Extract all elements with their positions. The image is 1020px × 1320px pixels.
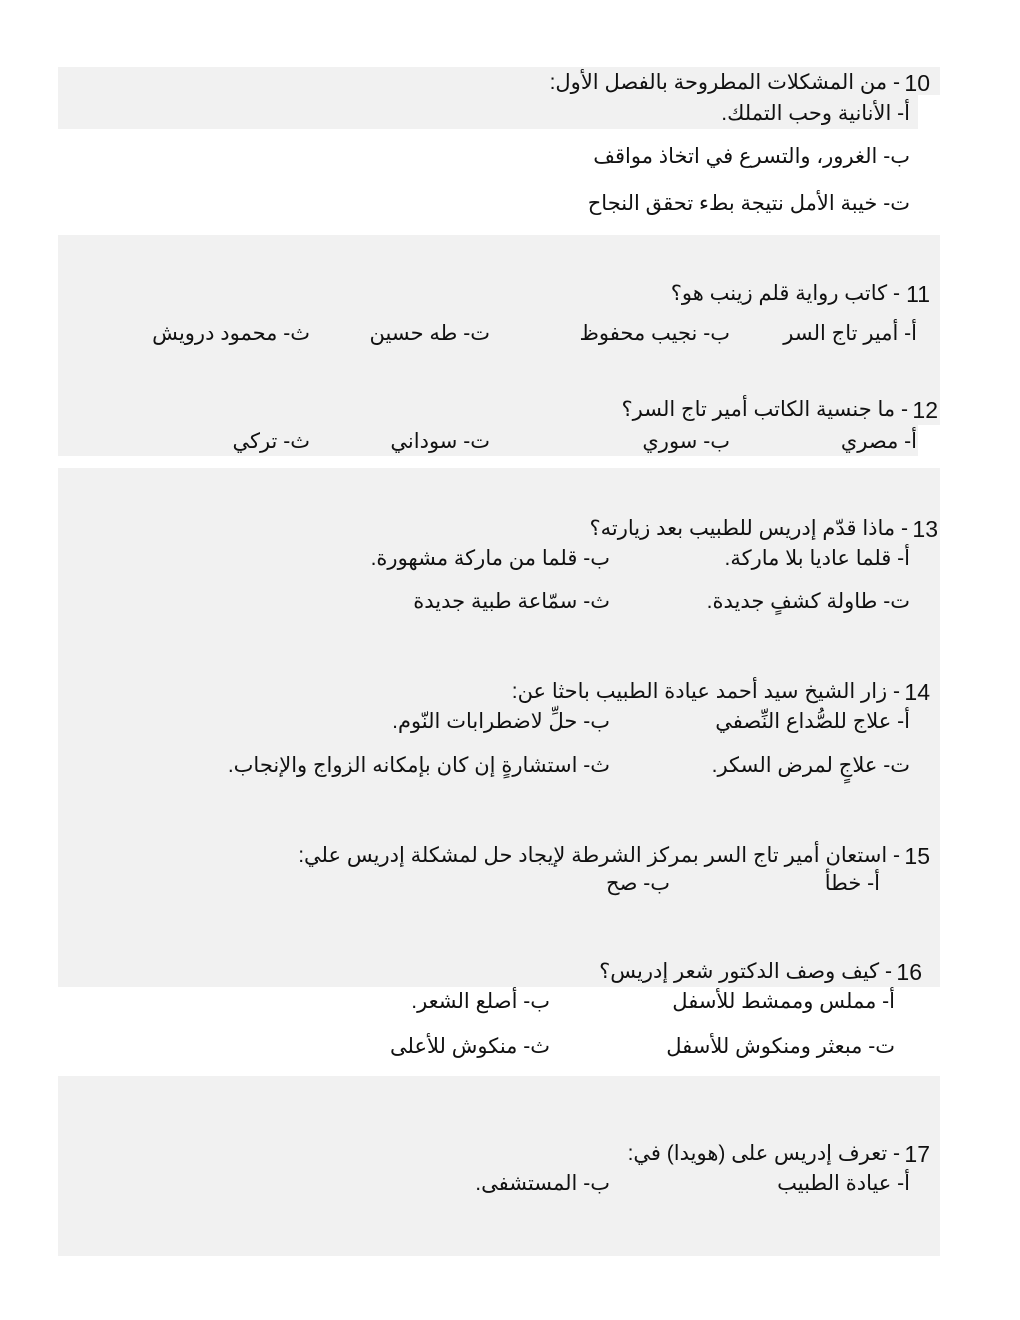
option: أ- خطأ	[824, 872, 880, 895]
question-text: - استعان أمير تاج السر بمركز الشرطة لإيجاد حل لمشكلة إدريس علي:	[298, 844, 900, 867]
option: ت- طاولة كشفٍ جديدة.	[706, 590, 910, 613]
option: أ- مصري	[840, 430, 917, 453]
option: ث- تركي	[232, 430, 310, 453]
question-number: 13	[912, 516, 938, 542]
question-number: 17	[904, 1141, 930, 1167]
option: أ- قلما عاديا بلا ماركة.	[724, 547, 910, 570]
question-number: 10	[904, 70, 930, 96]
question-number: 11	[906, 281, 930, 307]
option: ب- حلِّ لاضطرابات النّوم.	[392, 710, 610, 733]
question-number: 12	[912, 397, 938, 423]
option: ب- الغرور، والتسرع في اتخاذ مواقف	[593, 145, 910, 168]
option: ب- المستشفى.	[475, 1172, 610, 1195]
question-number: 15	[904, 843, 930, 869]
option: أ- الأنانية وحب التملك.	[721, 102, 910, 125]
option: ت- طه حسين	[369, 322, 490, 345]
option: أ- مملس وممشط للأسفل	[672, 990, 895, 1013]
question-text: - كيف وصف الدكتور شعر إدريس؟	[599, 960, 892, 983]
option: ت- علاجٍ لمرض السكر.	[711, 754, 910, 777]
question-text: - ما جنسية الكاتب أمير تاج السر؟	[621, 398, 908, 421]
option: أ- علاج للصُّداع النِّصفي	[715, 710, 910, 733]
option: أ- عيادة الطبيب	[777, 1172, 910, 1195]
option: ت- سوداني	[390, 430, 490, 453]
option: ت- خيبة الأمل نتيجة بطء تحقق النجاح	[587, 192, 910, 215]
option: ت- مبعثر ومنكوش للأسفل	[666, 1035, 895, 1058]
option: ث- استشارةٍ إن كان بإمكانه الزواج والإنجاب.	[227, 754, 610, 777]
option: ث- محمود درويش	[152, 322, 310, 345]
question-text: - من المشكلات المطروحة بالفصل الأول:	[549, 71, 900, 94]
option: ب- نجيب محفوظ	[579, 322, 730, 345]
question-text: - ماذا قدّم إدريس للطبيب بعد زيارته؟	[589, 517, 908, 540]
question-text: - تعرف إدريس على (هويدا) في:	[627, 1142, 900, 1165]
option: ث- منكوش للأعلى	[389, 1035, 550, 1058]
option: ب- أصلع الشعر.	[411, 990, 550, 1013]
option: ب- سوري	[642, 430, 730, 453]
option: أ- أمير تاج السر	[783, 322, 917, 345]
option: ب- صح	[606, 872, 670, 895]
question-text: - كاتب رواية قلم زينب هو؟	[670, 282, 900, 305]
question-number: 16	[896, 959, 922, 985]
question-number: 14	[904, 679, 930, 705]
question-text: - زار الشيخ سيد أحمد عيادة الطبيب باحثا عن:	[511, 680, 900, 703]
option: ث- سمّاعة طبية جديدة	[413, 590, 610, 613]
option: ب- قلما من ماركة مشهورة.	[370, 547, 610, 570]
